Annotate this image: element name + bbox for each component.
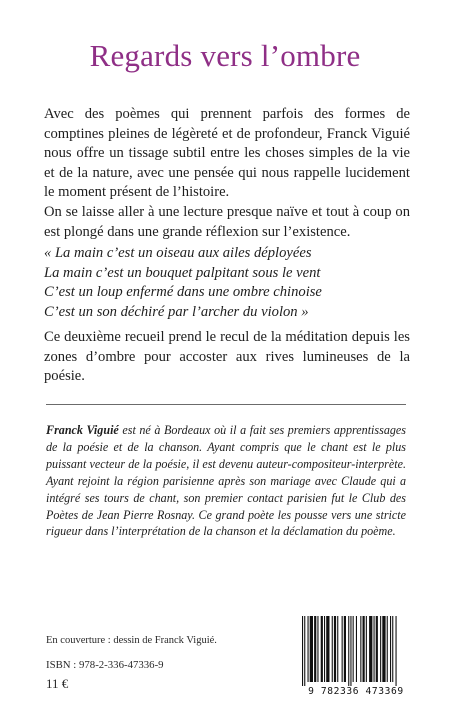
barcode-bar — [390, 616, 391, 682]
barcode-bar — [366, 616, 367, 682]
barcode-bar — [304, 616, 305, 686]
barcode-bar — [380, 616, 381, 682]
barcode-digits: 9 782336 473369 — [308, 686, 404, 697]
barcode-bar — [376, 616, 378, 682]
intro-paragraph-1: Avec des poèmes qui prennent parfois des formes de comptines pleines de légèreté et de profondeur, Franck Viguié nous offre un tissage subtil entre les choses simples de la vie et de la nature, avec une pensée qui nous rappelle lucidement le moment présent de l’histoire. — [44, 106, 410, 201]
barcode-bar — [317, 616, 318, 682]
barcode-bar — [342, 616, 343, 682]
barcode-bar — [310, 616, 313, 682]
barcode-bar — [363, 616, 365, 682]
poem-excerpt — [44, 244, 410, 322]
isbn: ISBN : 978-2-336-47336-9 — [46, 659, 164, 671]
poem-line: C’est un son déchiré par l’archer du violon » — [44, 303, 309, 320]
barcode-bar — [356, 616, 357, 682]
barcode-bar — [360, 616, 361, 682]
barcode-bar — [382, 616, 385, 682]
intro-paragraph-2: On se laisse aller à une lecture presque naïve et tout à coup on est plongé dans une grande réflexion sur l’existence. — [44, 203, 410, 240]
author-bio-text: est né à Bordeaux où il a fait ses premiers apprentissages de la poésie et de la chanson. Ayant compris que le chant est le plus puissant vecteur de la poésie, il est devenu auteur-compositeur-interprète. Ayant rejoint la région parisienne après son mariage avec Claude qui a intégré ses tours de chant, son premier contact parisien fut le Club des Poètes de Jean Pierre Rosnay. Ce grand poète les pousse vers une stricte rigueur dans l’interprétation de la chanson et la déclamation du poème. — [46, 423, 406, 539]
barcode-bar — [350, 616, 351, 686]
price: 11 € — [46, 676, 69, 691]
barcode-bar — [324, 616, 325, 682]
barcode-bar — [348, 616, 349, 686]
barcode-bar — [308, 616, 309, 682]
section-divider — [46, 404, 406, 405]
barcode-bar — [353, 616, 354, 682]
book-title: Regards vers l’ombre — [89, 38, 361, 73]
poem-line: « La main c’est un oiseau aux ailes déployées — [44, 245, 312, 261]
barcode-bar — [337, 616, 338, 682]
barcode-bar — [344, 616, 346, 682]
intro-text — [44, 105, 410, 242]
barcode-bar — [374, 616, 375, 682]
barcode-bar — [387, 616, 388, 682]
barcode-bar — [332, 616, 333, 682]
author-name: Franck Viguié — [46, 423, 119, 437]
barcode-bars — [296, 614, 416, 686]
barcode — [296, 614, 416, 702]
poem-line: La main c’est un bouquet palpitant sous le vent — [44, 264, 321, 281]
author-bio — [46, 422, 406, 540]
barcode-bar — [321, 616, 323, 682]
barcode-bar — [396, 616, 397, 686]
barcode-bar — [314, 616, 316, 682]
barcode-bar — [334, 616, 336, 682]
barcode-bar — [302, 616, 303, 686]
barcode-bar — [392, 616, 393, 682]
barcode-bar — [369, 616, 372, 682]
recueil-paragraph: Ce deuxième recueil prend le recul de la méditation depuis les zones d’ombre pour accoster aux rives lumineuses de la poésie. — [44, 329, 410, 385]
cover-credit: En couverture : dessin de Franck Viguié. — [46, 635, 217, 646]
poem-line: C’est un loup enfermé dans une ombre chinoise — [44, 284, 322, 301]
barcode-bar — [326, 616, 329, 682]
